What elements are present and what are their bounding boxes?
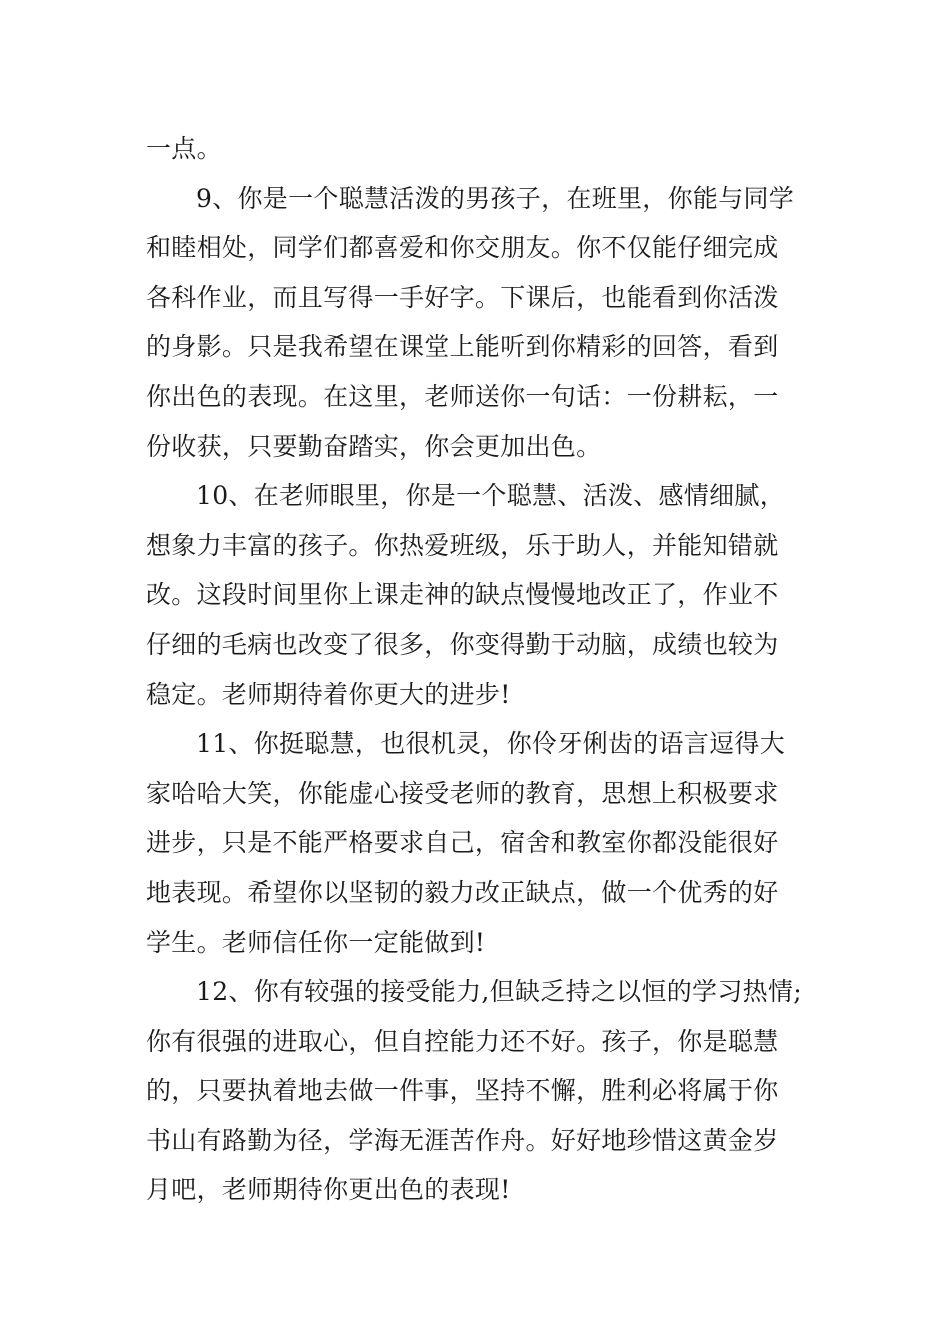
text-line: 家哈哈大笑，你能虚心接受老师的教育，思想上积极要求 [146,778,779,808]
paragraph-start-12: 12、你有较强的接受能力,但缺乏持之以恒的学习热情; [196,977,802,1007]
text-line: 书山有路勤为径，学海无涯苦作舟。好好地珍惜这黄金岁 [146,1125,779,1155]
text-line: 你有很强的进取心，但自控能力还不好。孩子，你是聪慧 [146,1026,779,1056]
text-line: 和睦相处，同学们都喜爱和你交朋友。你不仅能仔细完成 [146,233,779,263]
text-line: 份收获，只要勤奋踏实，你会更加出色。 [146,431,602,461]
text-line: 学生。老师信任你一定能做到! [146,927,486,957]
text-line: 的，只要执着地去做一件事，坚持不懈，胜利必将属于你 [146,1076,779,1106]
text-line: 仔细的毛病也改变了很多，你变得勤于动脑，成绩也较为 [146,629,779,659]
text-line: 稳定。老师期待着你更大的进步! [146,679,511,709]
paragraph-start-9: 9、你是一个聪慧活泼的男孩子，在班里，你能与同学 [196,183,795,213]
text-line: 的身影。只是我希望在课堂上能听到你精彩的回答，看到 [146,332,779,362]
text-line: 改。这段时间里你上课走神的缺点慢慢地改正了，作业不 [146,580,779,610]
text-line: 你出色的表现。在这里，老师送你一句话：一份耕耘，一 [146,381,779,411]
text-line: 月吧，老师期待你更出色的表现! [146,1175,511,1205]
text-line: 想象力丰富的孩子。你热爱班级，乐于助人，并能知错就 [146,530,779,560]
paragraph-start-11: 11、你挺聪慧，也很机灵，你伶牙俐齿的语言逗得大 [196,729,786,759]
text-line: 各科作业，而且写得一手好字。下课后，也能看到你活泼 [146,282,779,312]
text-line: 地表现。希望你以坚韧的毅力改正缺点，做一个优秀的好 [146,877,779,907]
document-body [146,124,808,1215]
paragraph-start-10: 10、在老师眼里，你是一个聪慧、活泼、感情细腻， [196,481,786,511]
text-line: 进步，只是不能严格要求自己，宿舍和教室你都没能很好 [146,828,779,858]
text-line: 一点。 [146,134,222,163]
